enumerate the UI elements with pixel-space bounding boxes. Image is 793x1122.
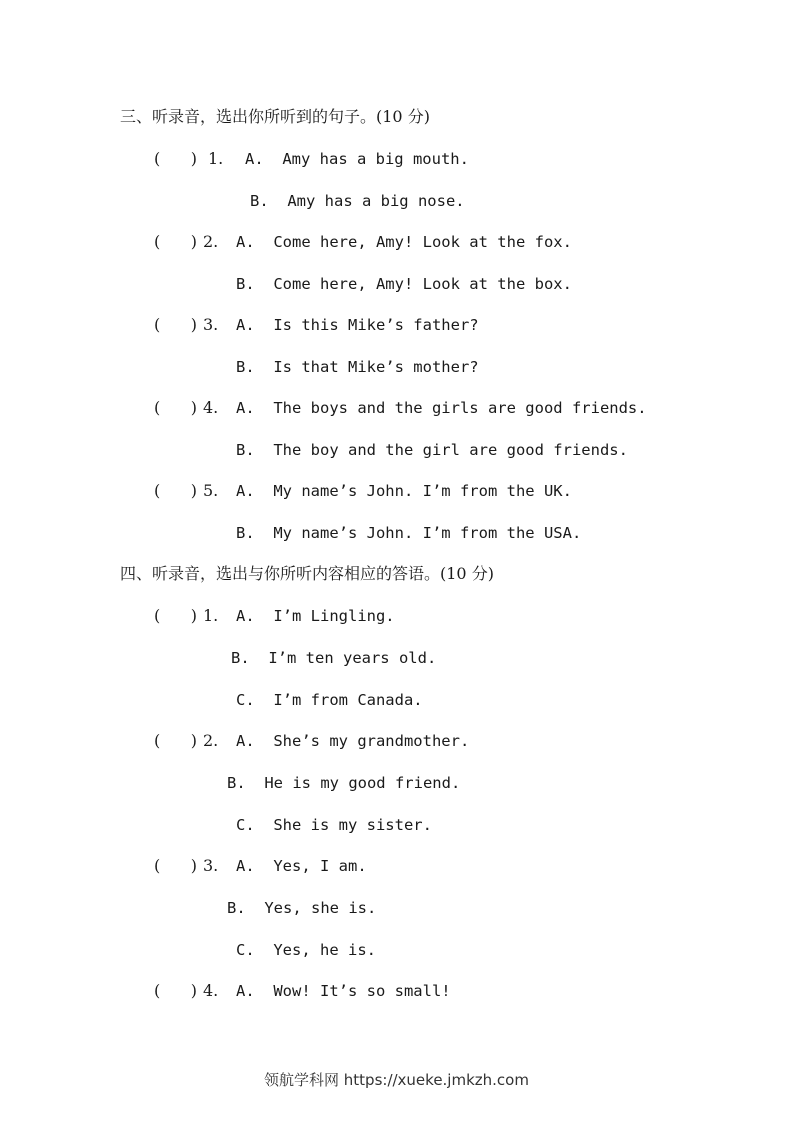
answer-blank[interactable]: ( ) — [154, 856, 197, 875]
question-number: 2. — [203, 232, 219, 251]
answer-blank[interactable]: ( ) — [154, 981, 197, 1000]
option-a: A. She’s my grandmother. — [236, 732, 470, 750]
answer-blank[interactable]: ( ) — [154, 398, 197, 417]
footer-watermark: 领航学科网 https://xueke.jmkzh.com — [264, 1071, 529, 1089]
question-number: 4. — [203, 981, 219, 1000]
option-a: A. Amy has a big mouth. — [245, 150, 469, 168]
option-a: A. Wow! It’s so small! — [236, 982, 451, 1000]
option-a: A. I’m Lingling. — [236, 607, 395, 625]
option-b: B. Yes, she is. — [227, 899, 377, 917]
option-b: B. He is my good friend. — [227, 774, 461, 792]
option-a: A. Yes, I am. — [236, 857, 367, 875]
option-b: B. Is that Mike’s mother? — [236, 358, 479, 376]
question-number: 3. — [203, 315, 219, 334]
question-number: 2. — [203, 731, 219, 750]
option-a: A. Come here, Amy! Look at the fox. — [236, 233, 572, 251]
question-number: 3. — [203, 856, 219, 875]
question-number: 1. — [208, 149, 224, 168]
answer-blank[interactable]: ( ) — [154, 315, 197, 334]
option-b: B. I’m ten years old. — [231, 649, 437, 667]
answer-blank[interactable]: ( ) — [154, 481, 197, 500]
option-c: C. I’m from Canada. — [236, 691, 423, 709]
option-a: A. My name’s John. I’m from the UK. — [236, 482, 572, 500]
option-a: A. The boys and the girls are good friends. — [236, 399, 647, 417]
option-b: B. Amy has a big nose. — [250, 192, 465, 210]
section-4-title: 四、听录音，选出与你所听内容相应的答语。(10 分) — [120, 564, 494, 583]
question-number: 4. — [203, 398, 219, 417]
option-c: C. She is my sister. — [236, 816, 432, 834]
option-a: A. Is this Mike’s father? — [236, 316, 479, 334]
question-number: 5. — [203, 481, 219, 500]
section-3-title: 三、听录音，选出你所听到的句子。(10 分) — [120, 107, 430, 126]
answer-blank[interactable]: ( ) — [154, 731, 197, 750]
option-b: B. The boy and the girl are good friends. — [236, 441, 628, 459]
answer-blank[interactable]: ( ) — [154, 232, 197, 251]
question-number: 1. — [203, 606, 219, 625]
option-c: C. Yes, he is. — [236, 941, 376, 959]
answer-blank[interactable]: ( ) — [154, 606, 197, 625]
option-b: B. My name’s John. I’m from the USA. — [236, 524, 582, 542]
answer-blank[interactable]: ( ) — [154, 149, 197, 168]
option-b: B. Come here, Amy! Look at the box. — [236, 275, 572, 293]
